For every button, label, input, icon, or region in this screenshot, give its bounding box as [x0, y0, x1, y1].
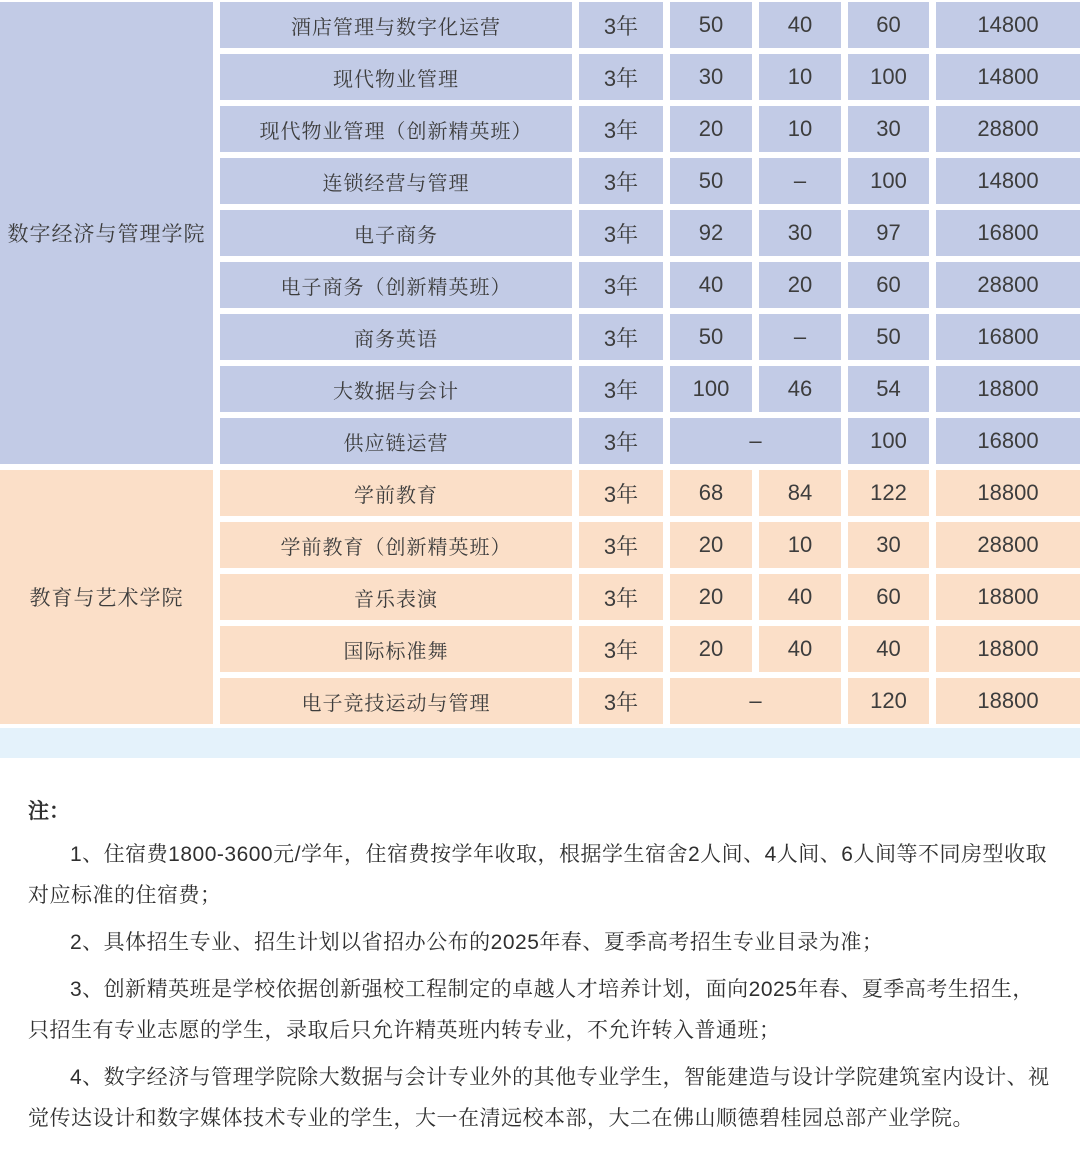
table-row — [0, 2, 1080, 48]
major-cell: 酒店管理与数字化运营 — [220, 2, 572, 48]
plan-cell: 60 — [848, 2, 929, 48]
fee-cell: 16800 — [936, 314, 1080, 360]
fee-cell: 18800 — [936, 678, 1080, 724]
fee-cell: 14800 — [936, 54, 1080, 100]
fee-cell: 28800 — [936, 262, 1080, 308]
plan-cell: 30 — [848, 106, 929, 152]
duration-cell: 3年 — [579, 574, 663, 620]
major-cell: 现代物业管理（创新精英班） — [220, 106, 572, 152]
fee-cell: 16800 — [936, 418, 1080, 464]
note-item: 3、创新精英班是学校依据创新强校工程制定的卓越人才培养计划，面向2025年春、夏季高考生招生，只招生有专业志愿的学生，录取后只允许精英班内转专业，不允许转入普通班； — [28, 978, 1034, 1042]
plan-cell: 60 — [848, 574, 929, 620]
plan-cell: 10 — [759, 54, 841, 100]
plan-cell: 20 — [670, 574, 752, 620]
duration-cell: 3年 — [579, 470, 663, 516]
plan-cell: 60 — [848, 262, 929, 308]
duration-cell: 3年 — [579, 210, 663, 256]
note-item: 1、住宿费1800-3600元/学年，住宿费按学年收取，根据学生宿舍2人间、4人间、6人间等不同房型收取对应标准的住宿费； — [28, 843, 1047, 907]
major-cell: 大数据与会计 — [220, 366, 572, 412]
fee-cell: 28800 — [936, 522, 1080, 568]
duration-cell: 3年 — [579, 262, 663, 308]
notes-section — [0, 758, 1080, 1139]
major-cell: 学前教育 — [220, 470, 572, 516]
plan-cell: 68 — [670, 470, 752, 516]
major-cell: 商务英语 — [220, 314, 572, 360]
merged-dash-cell: – — [670, 678, 841, 724]
plan-cell: 40 — [759, 2, 841, 48]
fee-cell: 18800 — [936, 574, 1080, 620]
major-cell: 供应链运营 — [220, 418, 572, 464]
plan-cell: 50 — [670, 314, 752, 360]
plan-cell: 40 — [848, 626, 929, 672]
plan-cell: 20 — [670, 522, 752, 568]
note-item: 4、数字经济与管理学院除大数据与会计专业外的其他专业学生，智能建造与设计学院建筑室内设计、视觉传达设计和数字媒体技术专业的学生，大一在清远校本部，大二在佛山顺德碧桂园总部产业学院。 — [28, 1066, 1050, 1130]
plan-cell: 40 — [759, 574, 841, 620]
plan-cell: 20 — [670, 106, 752, 152]
major-cell: 电子竞技运动与管理 — [220, 678, 572, 724]
notes-label: 注： — [28, 800, 70, 823]
plan-cell: 100 — [848, 54, 929, 100]
major-cell: 学前教育（创新精英班） — [220, 522, 572, 568]
major-cell: 音乐表演 — [220, 574, 572, 620]
fee-cell: 14800 — [936, 2, 1080, 48]
plan-cell: 100 — [848, 418, 929, 464]
merged-dash-cell: – — [670, 418, 841, 464]
plan-cell: 20 — [670, 626, 752, 672]
plan-cell: 10 — [759, 522, 841, 568]
plan-cell: 92 — [670, 210, 752, 256]
duration-cell: 3年 — [579, 626, 663, 672]
section-digital-economy — [0, 2, 1080, 464]
plan-cell: 10 — [759, 106, 841, 152]
plan-cell: 50 — [670, 158, 752, 204]
fee-cell: 16800 — [936, 210, 1080, 256]
plan-cell: 30 — [670, 54, 752, 100]
plan-cell: 54 — [848, 366, 929, 412]
fee-cell: 14800 — [936, 158, 1080, 204]
duration-cell: 3年 — [579, 158, 663, 204]
footer-bar — [0, 728, 1080, 758]
plan-cell: 46 — [759, 366, 841, 412]
plan-cell: 120 — [848, 678, 929, 724]
major-cell: 连锁经营与管理 — [220, 158, 572, 204]
fee-cell: 18800 — [936, 366, 1080, 412]
plan-cell: 50 — [848, 314, 929, 360]
plan-cell: 50 — [670, 2, 752, 48]
plan-cell: 97 — [848, 210, 929, 256]
major-cell: 国际标准舞 — [220, 626, 572, 672]
plan-cell: 100 — [670, 366, 752, 412]
duration-cell: 3年 — [579, 314, 663, 360]
duration-cell: 3年 — [579, 678, 663, 724]
major-cell: 电子商务 — [220, 210, 572, 256]
plan-cell: – — [759, 314, 841, 360]
plan-cell: 122 — [848, 470, 929, 516]
duration-cell: 3年 — [579, 366, 663, 412]
college-cell: 教育与艺术学院 — [0, 470, 213, 724]
plan-cell: 30 — [848, 522, 929, 568]
duration-cell: 3年 — [579, 106, 663, 152]
fee-cell: 18800 — [936, 626, 1080, 672]
plan-cell: 40 — [759, 626, 841, 672]
plan-cell: 30 — [759, 210, 841, 256]
duration-cell: 3年 — [579, 522, 663, 568]
duration-cell: 3年 — [579, 418, 663, 464]
plan-cell: 100 — [848, 158, 929, 204]
major-cell: 电子商务（创新精英班） — [220, 262, 572, 308]
college-cell: 数字经济与管理学院 — [0, 2, 213, 464]
table-row — [0, 470, 1080, 516]
fee-cell: 28800 — [936, 106, 1080, 152]
section-education-arts — [0, 470, 1080, 724]
fee-cell: 18800 — [936, 470, 1080, 516]
major-cell: 现代物业管理 — [220, 54, 572, 100]
duration-cell: 3年 — [579, 54, 663, 100]
plan-cell: 40 — [670, 262, 752, 308]
plan-cell: 84 — [759, 470, 841, 516]
plan-cell: – — [759, 158, 841, 204]
plan-cell: 20 — [759, 262, 841, 308]
note-item: 2、具体招生专业、招生计划以省招办公布的2025年春、夏季高考招生专业目录为准； — [70, 931, 884, 954]
duration-cell: 3年 — [579, 2, 663, 48]
